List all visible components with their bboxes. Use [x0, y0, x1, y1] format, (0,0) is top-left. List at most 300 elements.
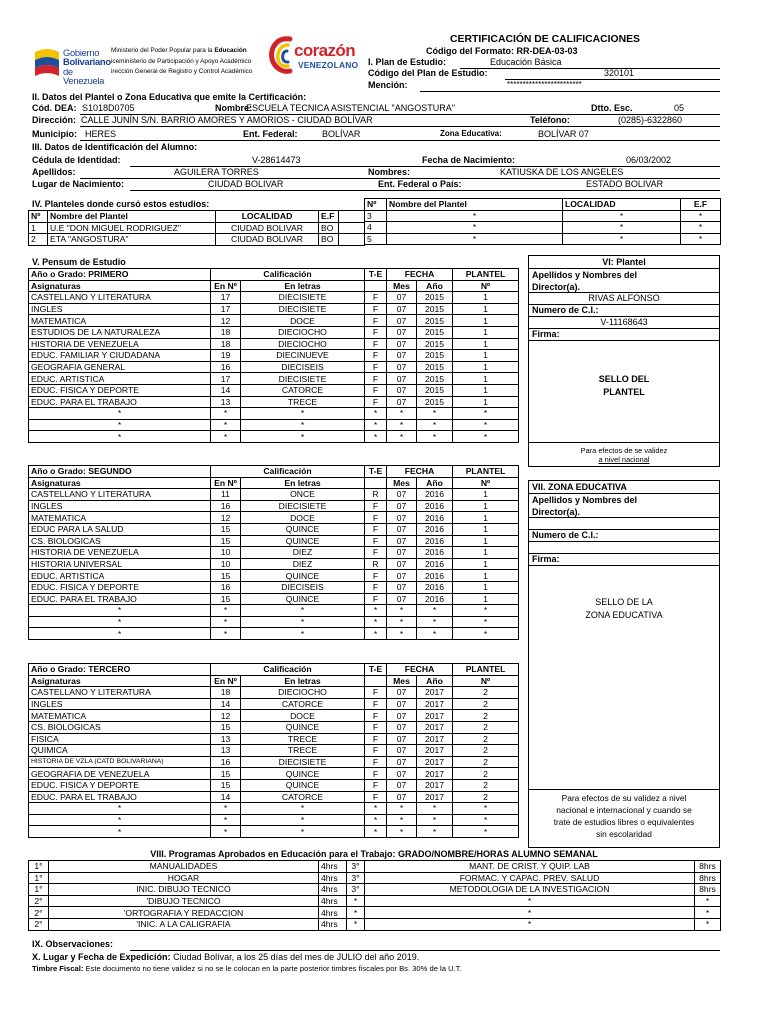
table-row	[29, 872, 721, 884]
cell: 4hrs	[319, 884, 347, 896]
col-anio: Año	[417, 477, 453, 489]
col-ef: E.F	[319, 211, 339, 223]
cell: *	[453, 628, 519, 640]
dtto-label: Dtto. Esc.	[591, 103, 633, 113]
programas-table	[28, 860, 721, 931]
cell: 1	[453, 303, 519, 315]
zona-ci-value	[529, 542, 719, 554]
cell: 07	[387, 698, 417, 710]
subject-cell: INGLES	[29, 698, 211, 710]
plantel-director-label-1: Apellidos y Nombres del	[532, 270, 638, 280]
col-anio: Año	[417, 280, 453, 292]
cell: DIECINUEVE	[241, 350, 365, 362]
plantel-director-label-2: Director(a).	[532, 282, 581, 292]
cell: 1°	[29, 872, 49, 884]
cell: 07	[387, 350, 417, 362]
cell: F	[365, 710, 387, 722]
cell: CIUDAD BOLIVAR	[216, 234, 319, 246]
cell: 2016	[417, 512, 453, 524]
cell: QUINCE	[241, 593, 365, 605]
table-row	[29, 431, 519, 443]
col-plantel: Nombre del Plantel	[48, 211, 216, 223]
cell: 07	[387, 326, 417, 338]
col-plantel: PLANTEL	[453, 466, 519, 478]
subject-cell: EDUC. ARTISTICA	[29, 570, 211, 582]
cell: 13	[211, 396, 241, 408]
subject-cell: *	[29, 616, 211, 628]
grade-table	[28, 663, 519, 838]
table-row	[29, 861, 721, 873]
cell: 2015	[417, 326, 453, 338]
cell: *	[453, 803, 519, 815]
cell: 07	[387, 733, 417, 745]
section-v-title: V. Pensum de Estudio	[32, 257, 126, 267]
nombres-value: KATIUSKA DE LOS ANGELES	[500, 167, 624, 177]
cell: 2017	[417, 710, 453, 722]
table-row	[29, 733, 519, 745]
col-calificacion: Calificación	[211, 466, 365, 478]
cell: 2015	[417, 384, 453, 396]
school-name-value: ESCUELA TECNICA ASISTENCIAL "ANGOSTURA"	[246, 103, 455, 113]
cell: *	[365, 907, 695, 919]
address-label: Dirección:	[32, 115, 77, 125]
cell: F	[365, 373, 387, 385]
ent-federal-value: BOLÍVAR	[322, 129, 361, 139]
cell: 2015	[417, 373, 453, 385]
table-row	[29, 408, 519, 420]
cell: ONCE	[241, 489, 365, 501]
cell: *	[347, 907, 365, 919]
cell: 07	[387, 373, 417, 385]
cell: *	[417, 814, 453, 826]
col-asignaturas: Asignaturas	[29, 477, 211, 489]
subject-cell: CS. BIOLOGICAS	[29, 535, 211, 547]
cell: CATORCE	[241, 791, 365, 803]
col-mes: Mes	[387, 675, 417, 687]
subject-cell: CS. BIOLOGICAS	[29, 721, 211, 733]
cell: *	[365, 616, 387, 628]
zona-director-label	[529, 494, 719, 518]
observaciones-label: IX. Observaciones:	[32, 939, 114, 949]
col-numero: Nº	[453, 280, 519, 292]
cell: *	[695, 918, 721, 930]
cell: 16	[211, 361, 241, 373]
cell: R	[365, 489, 387, 501]
cell: DIECISEIS	[241, 361, 365, 373]
plantel-note-1: Para efectos de se validez	[580, 446, 668, 455]
cell: 2017	[417, 756, 453, 768]
subject-cell: EDUC. PARA EL TRABAJO	[29, 396, 211, 408]
subject-cell: CASTELLANO Y LITERATURA	[29, 687, 211, 699]
cell: DIECISEIS	[241, 581, 365, 593]
school-name-label: Nombre:	[215, 103, 253, 113]
cell: 2	[453, 687, 519, 699]
phone-value: (0285)-6322860	[618, 115, 683, 125]
cell: TRECE	[241, 396, 365, 408]
cell: CATORCE	[241, 698, 365, 710]
subject-cell: EDUC. ARTISTICA	[29, 373, 211, 385]
col-no: Nº	[29, 211, 48, 223]
cell: 2017	[417, 733, 453, 745]
cell: ETA "ANGOSTURA"	[48, 234, 216, 246]
table-row	[29, 698, 519, 710]
cell: *	[241, 803, 365, 815]
cell: *	[387, 233, 563, 245]
government-flag-icon	[33, 46, 61, 80]
planteles-left-table	[28, 210, 365, 246]
table-row	[29, 721, 519, 733]
cell: 07	[387, 721, 417, 733]
blank-cell	[339, 234, 365, 246]
cell: 07	[387, 535, 417, 547]
cell: F	[365, 315, 387, 327]
cell: F	[365, 338, 387, 350]
cell: 07	[387, 779, 417, 791]
birth-label: Fecha de Nacimiento:	[422, 155, 516, 165]
cell: DIECIOCHO	[241, 326, 365, 338]
grade-title: Año o Grado: SEGUNDO	[29, 466, 211, 478]
ministry-line-3: irección General de Registro y Control Académico	[111, 68, 253, 75]
cell: *	[453, 616, 519, 628]
subject-cell: QUIMICA	[29, 745, 211, 757]
zona-director-label-1: Apellidos y Nombres del	[532, 495, 638, 505]
col-en-numero: En Nº	[211, 477, 241, 489]
cell: HOGAR	[49, 872, 319, 884]
lugar-label: X. Lugar y Fecha de Expedición:	[32, 952, 171, 962]
cell: 2016	[417, 500, 453, 512]
plantel-firma-label: Firma:	[529, 329, 719, 341]
cell: *	[417, 628, 453, 640]
cell: *	[453, 419, 519, 431]
col-blank	[365, 477, 387, 489]
cell: 19	[211, 350, 241, 362]
cell: 11	[211, 489, 241, 501]
cell: *	[453, 408, 519, 420]
cell: 07	[387, 303, 417, 315]
cell: QUINCE	[241, 721, 365, 733]
cell: F	[365, 791, 387, 803]
cell: F	[365, 570, 387, 582]
cell: METODOLOGIA DE LA INVESTIGACION	[365, 884, 695, 896]
section-iii-title: III. Datos de Identificación del Alumno:	[32, 142, 198, 152]
cell: 2015	[417, 350, 453, 362]
table-row	[29, 303, 519, 315]
col-no: Nº	[365, 199, 387, 211]
cell: *	[695, 907, 721, 919]
cell: MANT. DE CRIST. Y QUIP. LAB	[365, 861, 695, 873]
table-row	[29, 292, 519, 304]
cell: 12	[211, 315, 241, 327]
ministry-line-2: iceministerio de Participación y Apoyo Académico	[111, 57, 252, 65]
cell: *	[241, 814, 365, 826]
cell: 15	[211, 721, 241, 733]
cell: 16	[211, 756, 241, 768]
table-row	[365, 210, 721, 222]
cell: 1	[453, 581, 519, 593]
cell: TRECE	[241, 733, 365, 745]
cell: 2016	[417, 593, 453, 605]
cell: 2	[453, 756, 519, 768]
cell: QUINCE	[241, 570, 365, 582]
cell: DIECISIETE	[241, 373, 365, 385]
col-plantel: Nombre del Plantel	[387, 199, 563, 211]
cell: *	[387, 605, 417, 617]
subject-cell: *	[29, 826, 211, 838]
grade-title: Año o Grado: PRIMERO	[29, 269, 211, 281]
cell: 1	[453, 500, 519, 512]
col-te: T-E	[365, 466, 387, 478]
cell: F	[365, 721, 387, 733]
cell: 2°	[29, 907, 49, 919]
subject-cell: MATEMATICA	[29, 512, 211, 524]
cell: *	[453, 814, 519, 826]
cell: *	[365, 605, 387, 617]
cell: 2015	[417, 361, 453, 373]
col-numero: Nº	[453, 675, 519, 687]
cell: INIC. DIBUJO TECNICO	[49, 884, 319, 896]
table-row	[29, 779, 519, 791]
cell: *	[695, 895, 721, 907]
cell: *	[211, 419, 241, 431]
zona-sello-area	[529, 566, 719, 790]
cell: *	[417, 803, 453, 815]
subject-cell: EDUC. FISICA Y DEPORTE	[29, 384, 211, 396]
cell: *	[563, 222, 681, 234]
cell: 2	[453, 768, 519, 780]
subject-cell: *	[29, 408, 211, 420]
cell: MANUALIDADES	[49, 861, 319, 873]
blank-cell	[339, 211, 365, 223]
subject-cell: CASTELLANO Y LITERATURA	[29, 489, 211, 501]
cell: *	[387, 826, 417, 838]
plan-label: I. Plan de Estudio:	[368, 57, 447, 67]
apellidos-label: Apellidos:	[32, 167, 76, 177]
cell: DIEZ	[241, 558, 365, 570]
zona-sello-1: SELLO DE LA	[595, 597, 653, 607]
cell: *	[211, 408, 241, 420]
subject-cell: *	[29, 605, 211, 617]
table-row	[29, 791, 519, 803]
cell: F	[365, 593, 387, 605]
cell: 16	[211, 500, 241, 512]
zona-director-label-2: Director(a).	[532, 507, 581, 517]
grade-title: Año o Grado: TERCERO	[29, 664, 211, 676]
plantel-director-value: RIVAS ALFONSO	[529, 293, 719, 305]
col-te: T-E	[365, 269, 387, 281]
cell: 3°	[347, 861, 365, 873]
cell: *	[417, 605, 453, 617]
cell: 15	[211, 570, 241, 582]
subject-cell: GEOGRAFIA GENERAL	[29, 361, 211, 373]
cell: 'ORTOGRAFIA Y REDACCION	[49, 907, 319, 919]
cell: 07	[387, 581, 417, 593]
zona-director-value	[529, 518, 719, 530]
cell: *	[241, 408, 365, 420]
cell: 2017	[417, 687, 453, 699]
zona-note-2: nacional e internacional y cuando se	[556, 805, 692, 815]
cell: 1	[453, 373, 519, 385]
zona-sello-2: ZONA EDUCATIVA	[585, 610, 663, 620]
zona-note	[529, 790, 719, 840]
cell: DOCE	[241, 710, 365, 722]
col-localidad: LOCALIDAD	[216, 211, 319, 223]
cell: F	[365, 350, 387, 362]
col-anio: Año	[417, 675, 453, 687]
cell: 07	[387, 384, 417, 396]
zona-ci-label: Numero de C.I.:	[529, 530, 719, 542]
table-row	[29, 547, 519, 559]
ent-federal-label: Ent. Federal:	[243, 129, 298, 139]
cell: DIECIOCHO	[241, 338, 365, 350]
cell: 1	[29, 222, 48, 234]
table-row	[29, 814, 519, 826]
plan-code-value: 320101	[604, 68, 635, 78]
cell: 'DIBUJO TECNICO	[49, 895, 319, 907]
cell: *	[365, 814, 387, 826]
cell: *	[211, 814, 241, 826]
cell: *	[563, 233, 681, 245]
cell: *	[211, 803, 241, 815]
table-row	[29, 710, 519, 722]
cell: F	[365, 745, 387, 757]
blank-cell	[339, 222, 365, 234]
cell: 07	[387, 687, 417, 699]
cell: 17	[211, 292, 241, 304]
address-value: CALLE JUNÍN S/N. BARRIO AMORES Y AMORIOS - CIUDAD BOLÍVAR	[81, 115, 373, 125]
table-row	[29, 826, 519, 838]
cell: 1	[453, 570, 519, 582]
cell: 2017	[417, 791, 453, 803]
cell: *	[365, 431, 387, 443]
section-iv-title: IV. Planteles donde cursó estos estudios:	[32, 199, 210, 209]
cell: 2017	[417, 698, 453, 710]
cell: 1	[453, 558, 519, 570]
table-row	[29, 326, 519, 338]
table-row	[365, 222, 721, 234]
cell: *	[347, 895, 365, 907]
col-calificacion: Calificación	[211, 664, 365, 676]
cell: 2016	[417, 523, 453, 535]
ci-label: Cédula de Identidad:	[32, 155, 121, 165]
cell: 14	[211, 791, 241, 803]
grade-header-row	[29, 664, 519, 676]
cell: 18	[211, 687, 241, 699]
cell: *	[387, 628, 417, 640]
cell: 07	[387, 768, 417, 780]
cell: 1	[453, 350, 519, 362]
cell: 12	[211, 512, 241, 524]
cell: *	[365, 895, 695, 907]
cell: 15	[211, 768, 241, 780]
plantel-sello-area	[529, 341, 719, 443]
table-row	[29, 523, 519, 535]
cell: CATORCE	[241, 384, 365, 396]
cell: 8hrs	[695, 861, 721, 873]
cell: 1	[453, 523, 519, 535]
gob-line-1: Gobierno	[63, 47, 100, 58]
municipio-value: HERES	[85, 129, 117, 139]
cell: 1°	[29, 861, 49, 873]
cell: 07	[387, 593, 417, 605]
cell: 18	[211, 326, 241, 338]
cell: QUINCE	[241, 779, 365, 791]
cell: 2017	[417, 779, 453, 791]
subject-cell: GEOGRAFIA DE VENEZUELA	[29, 768, 211, 780]
grade-header-row	[29, 466, 519, 478]
cell: *	[387, 803, 417, 815]
cell: *	[211, 616, 241, 628]
cell: DOCE	[241, 512, 365, 524]
col-blank	[365, 675, 387, 687]
table-row	[29, 745, 519, 757]
cell: 2	[453, 791, 519, 803]
gob-line-2: Bolivariano	[63, 56, 111, 68]
cell: 1	[453, 384, 519, 396]
table-row	[29, 756, 519, 768]
cell: *	[365, 826, 387, 838]
timbre-label: Timbre Fiscal:	[32, 964, 84, 973]
cell: 10	[211, 558, 241, 570]
cell: 07	[387, 361, 417, 373]
table-row	[29, 918, 721, 930]
cell: 2	[453, 710, 519, 722]
cell: 4hrs	[319, 872, 347, 884]
cell: *	[211, 826, 241, 838]
subject-cell: EDUC. PARA EL TRABAJO	[29, 791, 211, 803]
table-row	[29, 593, 519, 605]
cell: 07	[387, 547, 417, 559]
cell: 2015	[417, 292, 453, 304]
table-row	[29, 803, 519, 815]
cell: F	[365, 535, 387, 547]
table-row	[29, 558, 519, 570]
nombres-label: Nombres:	[368, 167, 411, 177]
cell: R	[365, 558, 387, 570]
col-ef: E.F	[681, 199, 721, 211]
cell: *	[417, 419, 453, 431]
cell: *	[681, 233, 721, 245]
cell: 4hrs	[319, 861, 347, 873]
col-plantel: PLANTEL	[453, 269, 519, 281]
table-row	[29, 581, 519, 593]
cell: 07	[387, 558, 417, 570]
cell: 3°	[347, 884, 365, 896]
col-en-numero: En Nº	[211, 280, 241, 292]
cell: *	[241, 628, 365, 640]
cell: 1	[453, 593, 519, 605]
table-row	[29, 512, 519, 524]
cell: TRECE	[241, 745, 365, 757]
cell: F	[365, 733, 387, 745]
cell: 15	[211, 535, 241, 547]
cell: 07	[387, 500, 417, 512]
cell: *	[681, 210, 721, 222]
cell: 1	[453, 547, 519, 559]
cell: 2017	[417, 721, 453, 733]
col-mes: Mes	[387, 280, 417, 292]
table-row	[29, 500, 519, 512]
dea-value: S1018D0705	[82, 103, 135, 113]
cell: 1°	[29, 884, 49, 896]
subject-cell: *	[29, 431, 211, 443]
cell: 18	[211, 338, 241, 350]
cell: 2	[453, 721, 519, 733]
zona-note-3: trate de estudios libres o equivalentes	[553, 817, 695, 827]
subject-cell: EDUC. PARA EL TRABAJO	[29, 593, 211, 605]
cell: 2016	[417, 570, 453, 582]
cell: 07	[387, 745, 417, 757]
subject-cell: MATEMATICA	[29, 710, 211, 722]
